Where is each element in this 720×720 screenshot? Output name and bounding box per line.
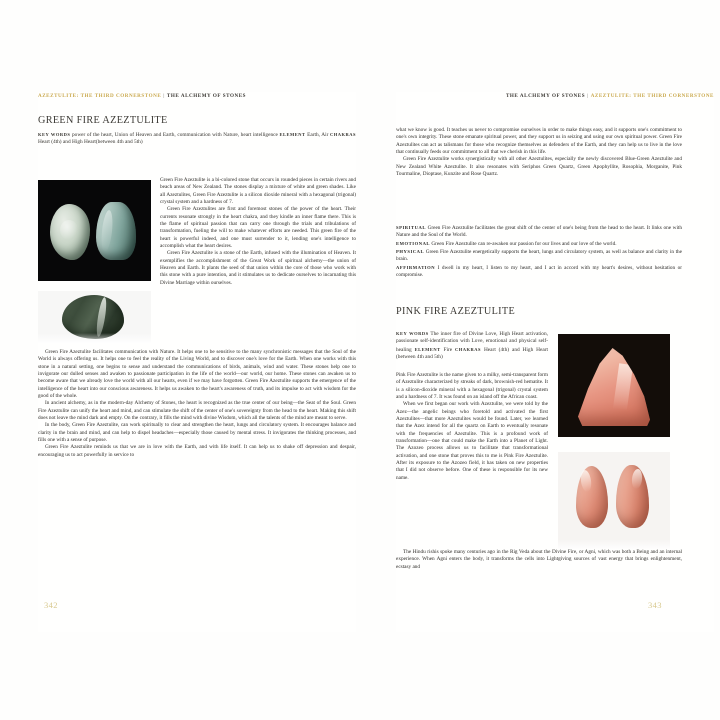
folio-right: 343 <box>648 600 662 610</box>
element-value-left: Earth, Air <box>307 132 329 138</box>
key-words-value-left: power of the heart, Union of Heaven and Earth, communication with Nature, heart intelligence <box>71 132 278 138</box>
paragraph: Green Fire Azeztulite facilitates communication with Nature. It helps one to be sensitive to the many synchronistic messages that the Soul of the World is always offering us. It helps one to feel the reality of the Living World, and to discover one's love for the Earth. When one works with this stone in a natural setting, one begins to sense and understand the communications of birds, animals, wind and water. These stones help one to invigorate our dulled senses and awaken to passionate participation in the life of the world—our world, our home. These stones can awaken us to become aware that we already love the world with all our hearts, even if we may have forgotten. Green Fire Azeztulite supports the emergence of the intelligence of the heart into our conscious awareness. It helps us awaken to the heart's awareness of truth, and its impulse to act with wisdom for the good of the whole. <box>38 349 356 400</box>
running-head-gold-left: AZEZTULITE: THE THIRD CORNERSTONE <box>38 93 162 99</box>
attribute-label: SPIRITUAL <box>396 225 426 230</box>
keywords-block-right <box>396 330 548 362</box>
chakras-label-right: CHAKRAS <box>455 346 482 352</box>
attribute-text: Green Fire Azeztulite can re-awaken our passion for our lives and our love of the world. <box>431 240 617 247</box>
running-head-left <box>38 92 356 101</box>
element-value-right: Fire <box>443 346 453 353</box>
attribute-text: I dwell in my heart, I listen to my heart, and I act in accord with my heart's desires, without hesitation or compromise. <box>396 264 683 279</box>
paragraph: In ancient alchemy, as in the modern-day Alchemy of Stones, the heart is recognized as the true center of our being—the Seat of the Soul. Green Fire Azeztulite can unify the heart and mind, and can stimulate the shift of the center of one's sovereignty from the head to the heart. Making this shift does not leave the mind dark and empty. On the contrary, it fills the mind with divine Wisdom, which all the talents of the mind are meant to serve. <box>38 400 356 422</box>
section-title-pink-fire: PINK FIRE AZEZTULITE <box>396 306 516 317</box>
stone-green-teal-rough <box>96 202 136 260</box>
element-label-right: ELEMENT <box>414 346 441 352</box>
stone-green-white-rough <box>50 204 90 260</box>
attribute-physical <box>396 248 682 264</box>
attribute-label: EMOTIONAL <box>396 240 431 246</box>
paragraph: Green Fire Azeztulite is a stone of the Earth, infused with the illumination of Heaven. It exemplifies the accomplishment of the Great Work of spiritual alchemy—the union of Heaven and Earth. It plants the seed of that union within the core of those who work with this stone with a pure intention, and it stimulates us to dedicate ourselves to incarnating this Divine Marriage within ourselves. <box>160 250 356 286</box>
chakras-label-left: CHAKRAS <box>330 132 357 137</box>
running-head-gold-right: AZEZTULITE: THE THIRD CORNERSTONE <box>590 93 714 99</box>
attribute-affirmation <box>396 264 682 280</box>
attributes-block-green-fire <box>396 224 682 279</box>
running-head-right <box>396 92 714 101</box>
key-words-label-left: KEY WORDS <box>38 132 71 137</box>
figure-shadow-strip <box>38 333 151 343</box>
paragraph: In the body, Green Fire Azeztulite, can work spiritually to clear and strengthen the heart, lungs and circulatory system. It encourages balance and clarity in the brain and mind, and can help to dispel headaches—especially those caused by mental stress. It invigorates the thinking processes, and fills one with a sense of purpose. <box>38 422 356 444</box>
attribute-spiritual <box>396 224 682 240</box>
figure-green-fire-azeztulite-tumbled <box>38 291 151 343</box>
paragraph: Green Fire Azeztulite works synergistically with all other Azeztulites, especially the newly discovered Blue-Green Azeztulite and New Zealand White Azeztulite. It also resonates with Seriphos Green Quartz, Green Apophyllite, Rosophia, Morganite, Pink Tourmaline, Dioptase, Kunzite and Rose Quartz. <box>396 156 682 178</box>
figure-green-fire-azeztulite-rough-pair <box>38 180 151 281</box>
right-body-continued <box>396 127 682 178</box>
attribute-emotional <box>396 240 682 248</box>
running-head-dark-left: THE ALCHEMY OF STONES <box>166 93 247 99</box>
paragraph: Green Fire Azeztulite is a bi-colored stone that occurs in rounded pieces in certain rivers and beach areas of New Zealand. The stones display a mixture of white and green shades. Like all Azeztulites, Green Fire Azeztulite is a silicon dioxide mineral with a hexagonal (trigonal) crystal system and a hardness of 7. <box>160 177 356 206</box>
section-title-green-fire: GREEN FIRE AZEZTULITE <box>38 115 168 126</box>
right-body-full-column <box>396 549 682 571</box>
stone-pink-polished-right <box>616 465 649 528</box>
attribute-label: AFFIRMATION <box>396 264 436 270</box>
paragraph: The Hindu rishis spoke many centuries ago in the Rig Veda about the Divine Fire, or Agni, which was both a Being and an internal experience. When Agni enters the body, it transforms the cells into Lightgiving sources of vast energy that brings enlightenment, ecstasy and <box>396 549 682 570</box>
stone-pink-rough-crystal <box>578 348 650 426</box>
attribute-text: Green Fire Azeztulite energetically supports the heart, lungs and circulatory system, as well as balance and clarity in the brain. <box>396 249 682 263</box>
attribute-label: PHYSICAL <box>396 249 425 255</box>
right-body-narrow-column <box>396 372 548 482</box>
element-label-left: ELEMENT <box>279 132 306 137</box>
paragraph: what we know is good. It teaches us never to compromise ourselves in order to make things easy, and it supports one's commitment to one's own integrity. These stone emanate spiritual power, and they support us in seizing and using our own spiritual power. Green Fire Azeztulites can act as talismans for those who recognize themselves as defenders of the Earth, and they can help us to live in the love that continually feeds our commitment to all that we cherish in this life. <box>396 127 682 156</box>
running-head-separator-left: | <box>163 93 165 99</box>
folio-left: 342 <box>44 600 58 610</box>
running-head-dark-right: THE ALCHEMY OF STONES <box>505 93 586 99</box>
left-body-full-column <box>38 349 356 459</box>
figure-pink-fire-azeztulite-polished-pair <box>558 452 670 549</box>
paragraph: Green Fire Azeztulites are first and foremost stones of the power of the heart. Their currents resonate strongly in the heart chakra, and they kindle an inner flame there. This is the flame of spiritual passion that can carry one through the trials and tribulations of transformation, fueling the will to make whatever efforts are needed. This green fire of the heart is powerful indeed, and one must surrender to it, lending one's intelligence to accomplish what the heart desires. <box>160 206 356 250</box>
figure-pink-fire-azeztulite-rough <box>558 334 670 437</box>
stone-pink-polished-left <box>576 466 608 528</box>
key-words-value-right: The inner fire of Divine Love, High Heart activation, passionate self-identification with Love, emotional and physical self-healing <box>396 331 548 353</box>
keywords-block-left <box>38 131 356 147</box>
running-head-separator-right: | <box>587 93 589 99</box>
left-body-wrap-column <box>160 177 356 287</box>
figure-shadow-strip <box>558 539 670 549</box>
chakras-value-left: Heart (4th) and High Heart(between 4th and 5th) <box>38 139 143 146</box>
paragraph: Pink Fire Azeztulite is the name given to a milky, semi-transparent form of Azeztulite characterized by streaks of dark, brownish-red hematite. It is a silicon-dioxide mineral with a hexagonal (trigonal) crystal system and a hardness of 7. It was found on an island off the African coast. <box>396 372 548 401</box>
section-header-pink-fire <box>396 306 682 322</box>
key-words-label-right: KEY WORDS <box>396 331 429 336</box>
attribute-text: Green Fire Azeztulite facilitates the great shift of the center of one's being from the head to the heart. It links one with Nature and the Soul of the World. <box>396 225 683 239</box>
paragraph: Green Fire Azeztulite reminds us that we are in love with the Earth, and with life itself. It can help us to shake off depression and despair, encouraging us to act powerfully in service to <box>38 444 356 458</box>
paragraph: When we first began our work with Azeztulite, we were told by the Azez—the angelic beings who foretold and activated the first Azeztulites—that more Azeztulites would be found. Later, we learned that the Azez intend for all the quartz on Earth to eventually resonate with the frequencies of Azeztulite. This is a profound work of transformation—one that could make the Earth into a Planet of Light. The Azozeo process allows us to facilitate that transformational activation, and one stone that proves this to me is Pink Fire Azeztulite. After its exposure to the Azozeo field, it has taken on new properties that I did not observe before. One of these is responsible for its new name. <box>396 401 548 481</box>
chakras-value-right: Heart (4th) and High Heart (between 4th and 5th) <box>396 346 548 361</box>
